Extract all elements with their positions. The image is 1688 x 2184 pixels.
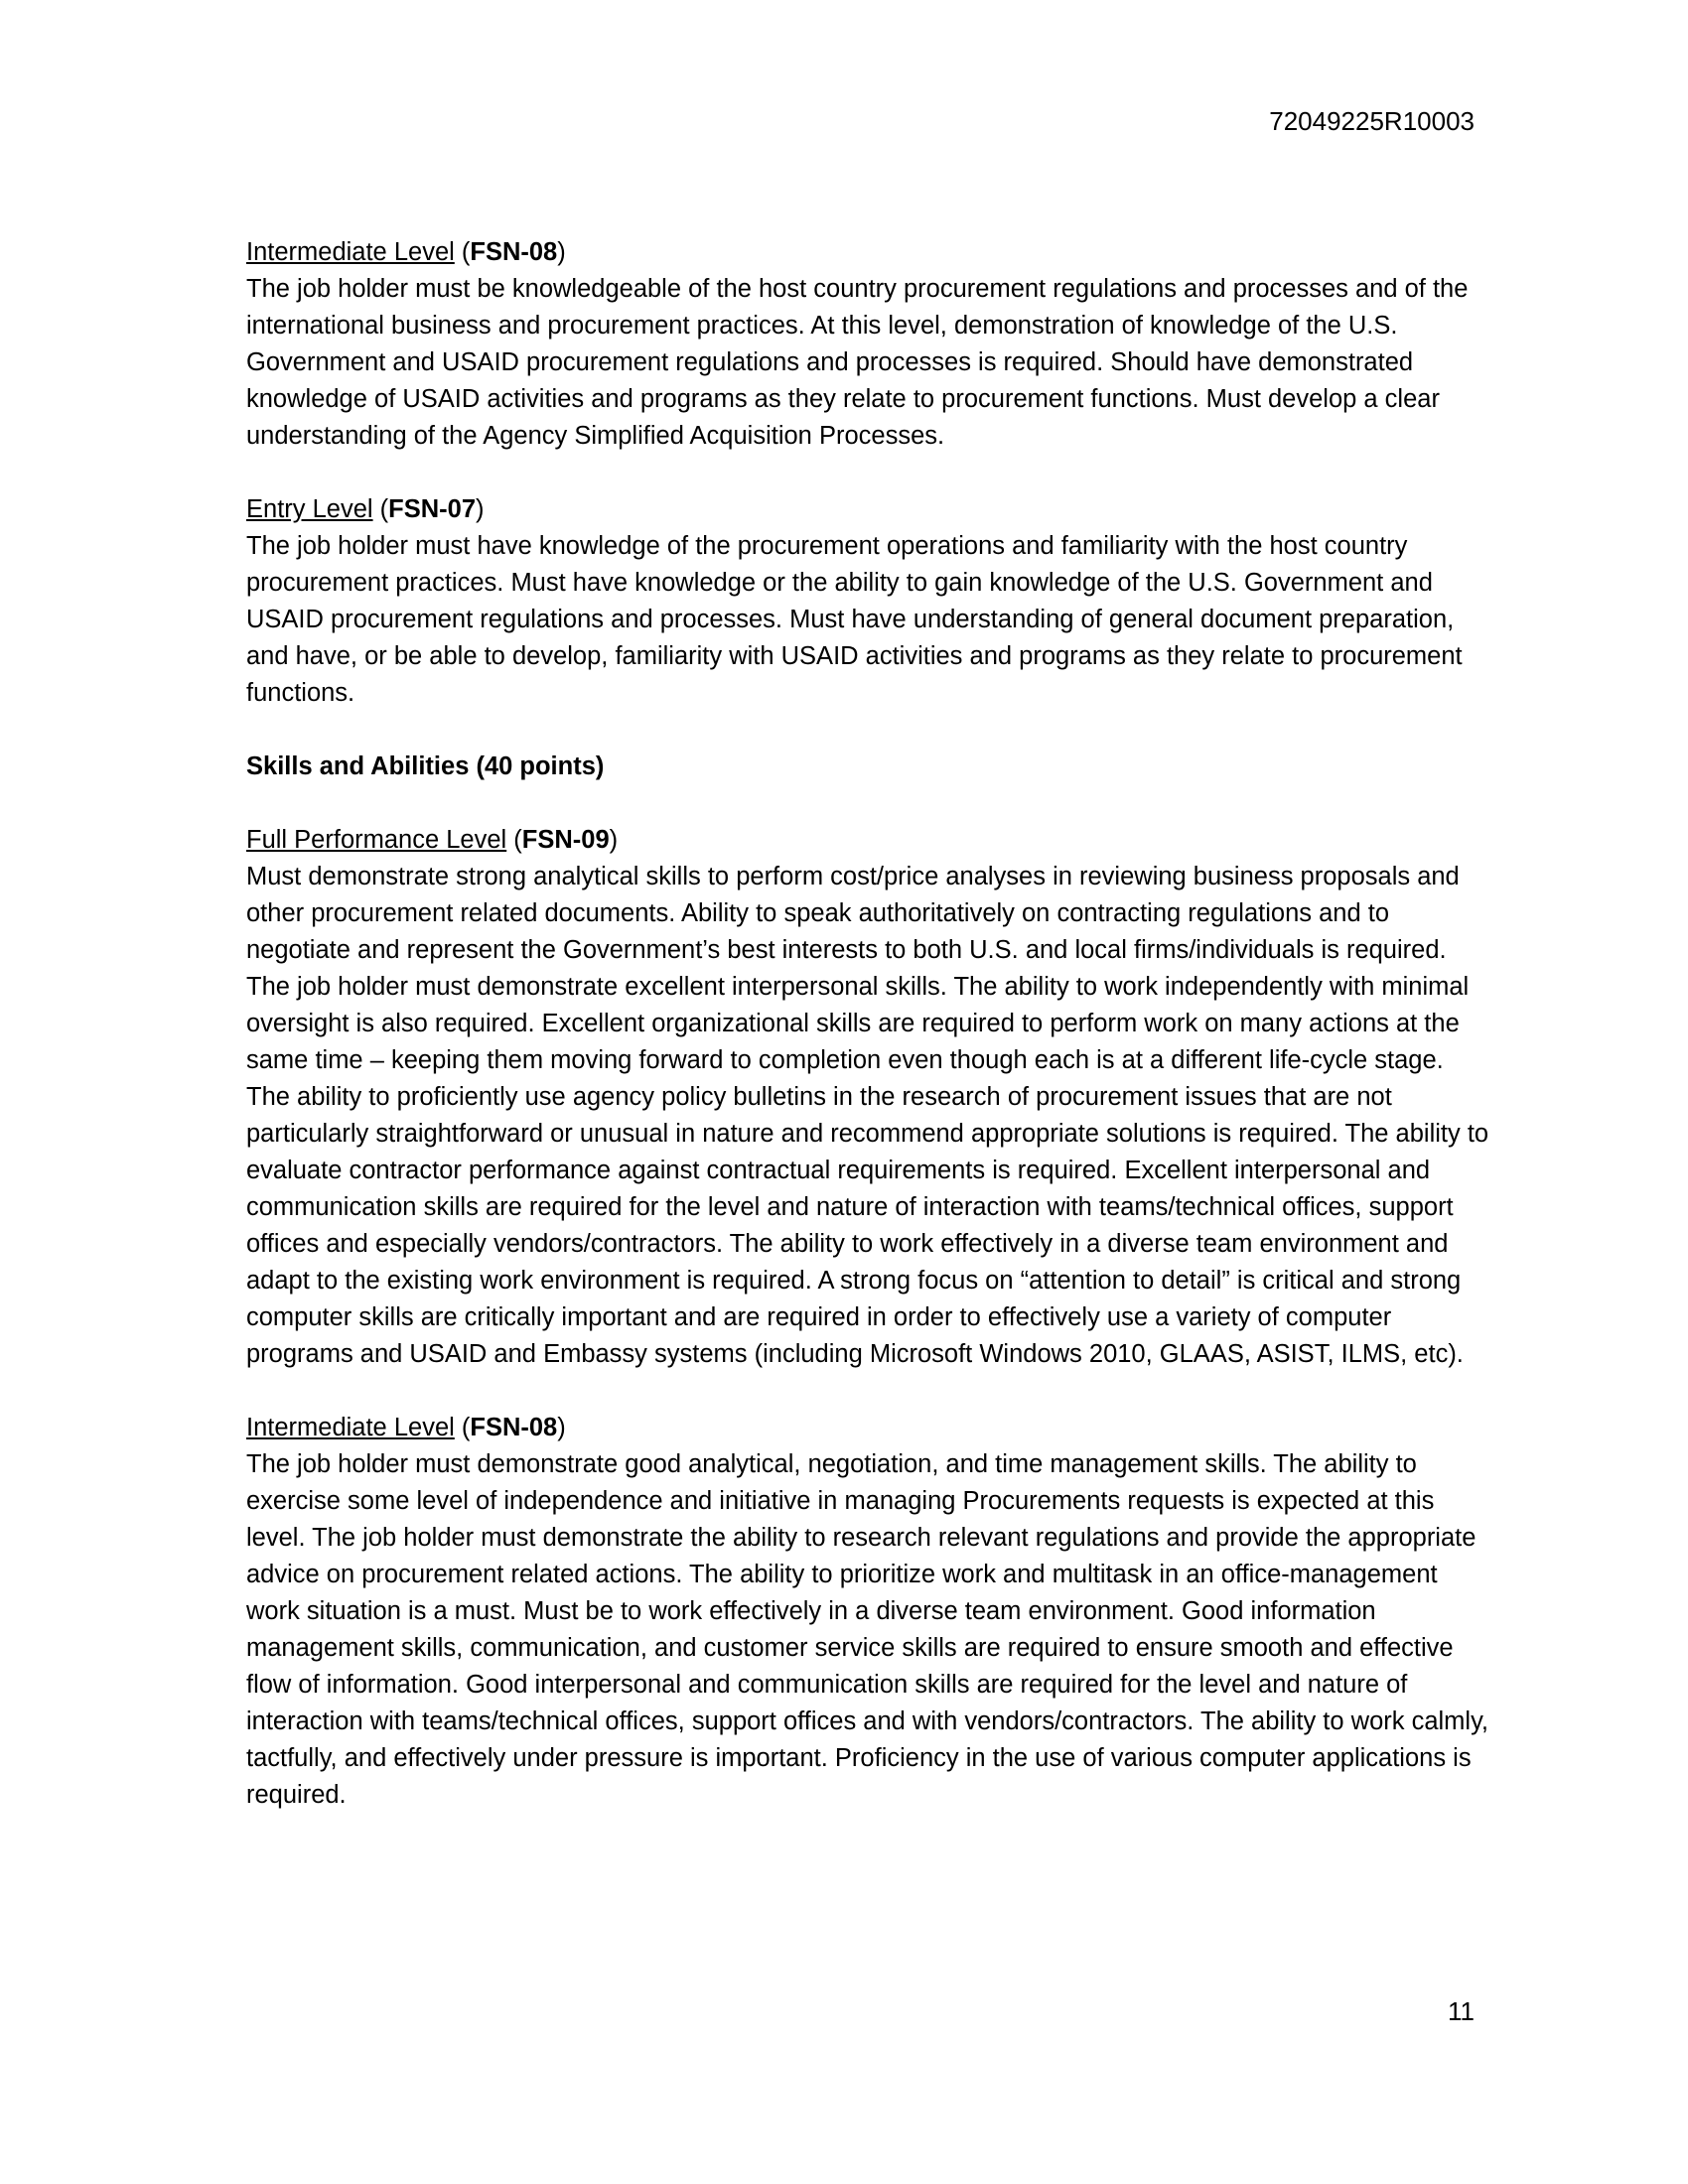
page-number: 11 — [1448, 1996, 1475, 2026]
grade-close-paren: ) — [557, 1414, 566, 1441]
level-name: Full Performance Level — [246, 826, 507, 854]
level-name: Intermediate Level — [246, 238, 455, 266]
skills-full-section — [246, 822, 1492, 1373]
level-name: Intermediate Level — [246, 1414, 455, 1441]
skills-intermediate-heading — [246, 1410, 1492, 1446]
knowledge-entry-text: The job holder must have knowledge of the procurement operations and familiarity with the host country procurement practices. Must have knowledge or the ability to gain knowledge of the U.S. Government and USAID procurement regulations and processes. Must have understanding of general document preparation, and have, or be able to develop, familiarity with USAID activities and programs as they relate to procurement functions. — [246, 532, 1463, 707]
grade-open-paren: ( — [454, 1414, 471, 1441]
skills-full-heading — [246, 822, 1492, 859]
level-name: Entry Level — [246, 495, 373, 523]
skills-abilities-title: Skills and Abilities (40 points) — [246, 752, 605, 780]
grade-close-paren: ) — [557, 238, 566, 266]
skills-full-text: Must demonstrate strong analytical skills to perform cost/price analyses in reviewing business proposals and other procurement related documents. Ability to speak authoritatively on contracting regulations and to negotiate and represent the Government’s best interests to both U.S. and local firms/individuals is required. The job holder must demonstrate excellent interpersonal skills. The ability to work independently with minimal oversight is also required. Excellent organizational skills are required to perform work on many actions at the same time – keeping them moving forward to completion even though each is at a different life-cycle stage. The ability to proficiently use agency policy bulletins in the research of procurement issues that are not particularly straightforward or unusual in nature and recommend appropriate solutions is required. The ability to evaluate contractor performance against contractual requirements is required. Excellent interpersonal and communication skills are required for the level and nature of interaction with teams/technical offices, support offices and especially vendors/contractors. The ability to work effectively in a diverse team environment and adapt to the existing work environment is required. A strong focus on “attention to detail” is critical and strong computer skills are critically important and are required in order to effectively use a variety of computer programs and USAID and Embassy systems (including Microsoft Windows 2010, GLAAS, ASIST, ILMS, etc). — [246, 863, 1489, 1368]
document-body — [246, 234, 1492, 1850]
skills-intermediate-section — [246, 1410, 1492, 1814]
knowledge-intermediate-heading — [246, 234, 1492, 271]
grade-open-paren: ( — [372, 495, 389, 523]
grade-code: FSN-09 — [521, 826, 610, 854]
grade-code: FSN-07 — [388, 495, 476, 523]
knowledge-intermediate-text: The job holder must be knowledgeable of the host country procurement regulations and processes and of the international business and procurement practices. At this level, demonstration of knowledge of the U.S. Government and USAID procurement regulations and processes is required. Should have demonstrated knowledge of USAID activities and programs as they relate to procurement functions. Must develop a clear understanding of the Agency Simplified Acquisition Processes. — [246, 275, 1469, 450]
knowledge-intermediate-section — [246, 234, 1492, 455]
grade-open-paren: ( — [506, 826, 522, 854]
grade-close-paren: ) — [476, 495, 485, 523]
grade-open-paren: ( — [454, 238, 471, 266]
grade-code: FSN-08 — [470, 1414, 558, 1441]
knowledge-entry-section — [246, 491, 1492, 712]
grade-code: FSN-08 — [470, 238, 558, 266]
skills-intermediate-text: The job holder must demonstrate good analytical, negotiation, and time management skills. The ability to exercise some level of independence and initiative in managing Procurements requests is expected at this level. The job holder must demonstrate the ability to research relevant regulations and provide the appropriate advice on procurement related actions. The ability to prioritize work and multitask in an office-management work situation is a must. Must be to work effectively in a diverse team environment. Good information management skills, communication, and customer service skills are required to ensure smooth and effective flow of information. Good interpersonal and communication skills are required for the level and nature of interaction with teams/technical offices, support offices and with vendors/contractors. The ability to work calmly, tactfully, and effectively under pressure is important. Proficiency in the use of various computer applications is required. — [246, 1450, 1489, 1809]
grade-close-paren: ) — [609, 826, 619, 854]
document-id: 72049225R10003 — [1269, 106, 1475, 136]
knowledge-entry-heading — [246, 491, 1492, 528]
